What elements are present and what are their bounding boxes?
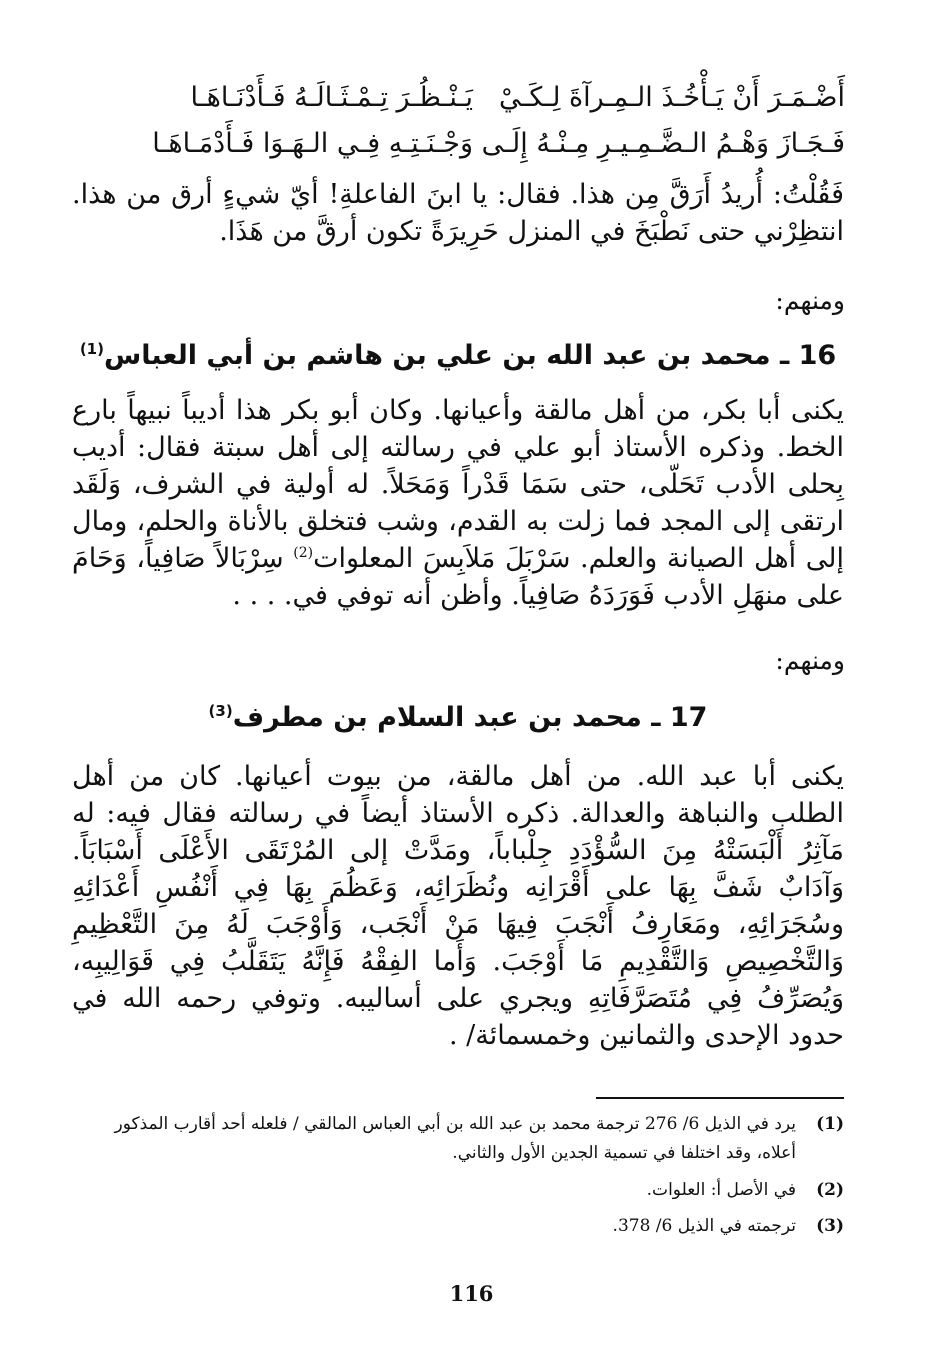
footnote-1-text: يرد في الذيل 6/ 276 ترجمة محمد بن عبد الله بن أبي العباس المالقي / فلعله أحد أقارب المذكور أعلاه، وقد اختلفا في تسمية الجدين الأول والثاني. (114, 1114, 796, 1163)
footnote-3-number: (3) (816, 1216, 844, 1236)
entry-16-text-before: يكنى أبا بكر، من أهل مالقة وأعيانها. وكان أبو بكر هذا أديباً نبيهاً بارع الخط. وذكره الأستاذ أبو علي في رسالته إلى أهل سبتة فقال: أديب بِحلى الأدب تَحَلّى، حتى سَمَا قَدْراً وَمَحَلاً. له أولية في الشرف، وَلَقَد ارتقى إلى المجد فما زلت به القدم، وشب فتخلق بالأناة والحلم، ومال إلى أهل الصيانة والعلم. سَرْبَلَ مَلاَبِسَ المعلوات (72, 395, 844, 574)
footnote-divider (596, 1097, 844, 1099)
intro-paragraph: فَقُلْتُ: أُريدُ أَرَقَّ مِن هذا. فقال: يا ابنَ الفاعلةِ! أيّ شيءٍ أرق من هذا. انتظِرْني حتى نَطْبَخَ في المنزل حَرِيرَةً تكون أرقَّ من هَذَا. (72, 179, 844, 247)
entry-16-inline-ref: (2) (293, 545, 314, 561)
footnote-2 (72, 1176, 844, 1205)
footnote-1 (72, 1110, 844, 1168)
entry-16-text-after: سِرْبَالاً صَافِياً، وَحَامَ على منهَلِ الأدب فَوَرَدَهُ صَافِياً. وأظن أنه توفي في. . . . (72, 543, 844, 611)
entry-16-paragraph (72, 392, 844, 614)
verse-2-second-hemistich: وَجْـنَـتِـهِ فِـي الـهَـوَا فَـأَدْمَـاهَـا (152, 128, 473, 159)
entry-16-title: 16 ـ محمد بن عبد الله بن علي بن هاشم بن أبي العباس (103, 340, 837, 371)
footnote-1-number: (1) (816, 1114, 844, 1134)
entry-17-heading (72, 702, 844, 733)
entry-17-title: 17 ـ محمد بن عبد السلام بن مطرف (232, 702, 708, 733)
entry-17-footnote-ref: (3) (208, 702, 233, 720)
verse-2-first-hemistich: فَـجَـازَ وَهْـمُ الـضَّـمِـيـرِ مِـنْـهُ إِلَـى (481, 128, 845, 159)
verse-1-first-hemistich: أَضْـمَـرَ أَنْ يَـأْخُـذَ الـمِـرآةَ لِـكَـيْ (498, 82, 845, 113)
footnote-3-text: ترجمته في الذيل 6/ 378. (612, 1216, 796, 1236)
entry-17-paragraph: يكنى أبا عبد الله. من أهل مالقة، من بيوت أعيانها. كان من أهل الطلب والنباهة والعدالة. ذكره الأستاذ أيضاً في رسالته فقال فيه: له مَآثِرُ أَلْبَسَتْهُ مِنَ السُّؤْدَدِ جِلْباباً، ومَدَّتْ إلى المُرْتَقَى الأَعْلَى أَسْبَابَاً. وَآدَابٌ شَفَّ بِهَا على أَقْرَانِه ونُظَرَائِه، وَعَظُمَ بِهَا فِي أَنْفُسِ أَعْدَائِهِ وسُجَرَائِهِ، ومَعَارِفُ أَنْجَبَ فِيهَا مَنْ أَنْجَب، وَأَوْجَبَ لَهُ مِنَ التَّعْظِيمِ وَالتَّخْصِيصِ وَالتَّقْدِيمِ مَا أَوْجَبَ. وَأَما الفِقْهُ فَإِنَّهُ يَتَقَلَّبُ فِي قَوَالِيبِه، وَيُصَرِّفُ فِي مُتَصَرَّفَاتِهِ ويجري على أساليبه. وتوفي رحمه الله في حدود الإحدى والثمانين وخمسمائة/ . (72, 761, 844, 1051)
page-number: 116 (449, 1281, 494, 1306)
minhum-label-2: ومنهم: (775, 646, 845, 675)
footnote-2-text: في الأصل أ: العلوات. (646, 1180, 796, 1200)
verse-1-second-hemistich: يَـنْـظُـرَ تِـمْـثَـالَـهُ فَـأَدْنَـاهَـا (190, 82, 473, 113)
footnote-2-number: (2) (816, 1180, 844, 1200)
entry-16-heading (72, 340, 844, 371)
minhum-label: ومنهم: (775, 286, 845, 315)
footnote-3 (72, 1212, 844, 1241)
entry-16-footnote-ref: (1) (79, 340, 104, 358)
